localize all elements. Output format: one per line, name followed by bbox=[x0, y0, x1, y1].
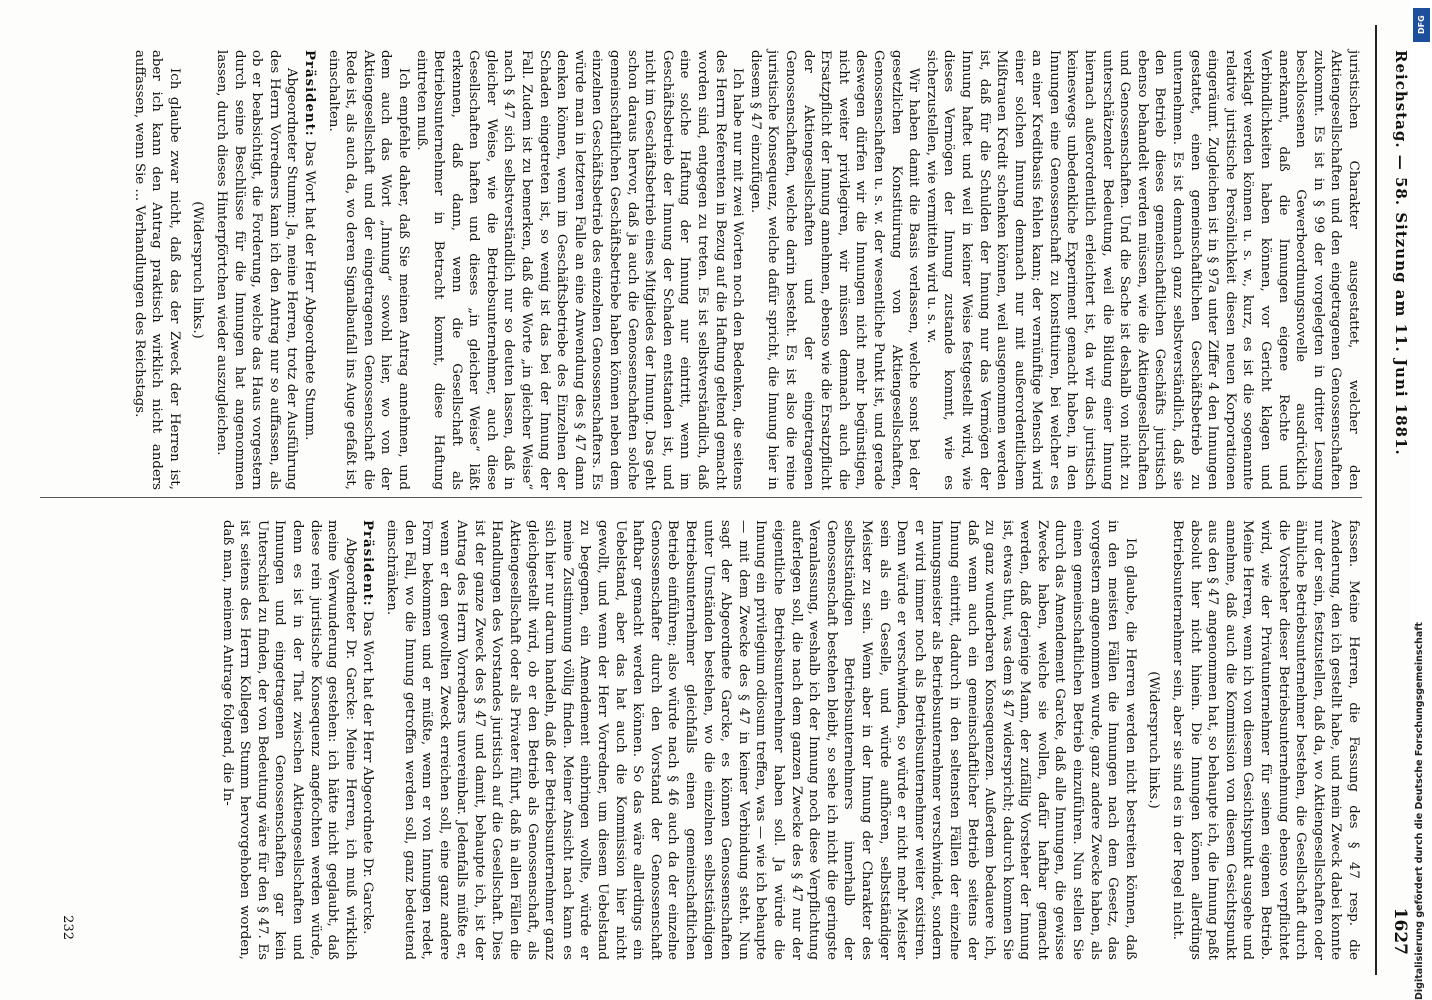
text-paragraph: Wir haben damit die Basis verlassen, welche sonst bei der gesetzlichen Konstituirung von Aktiengesellschaften, Genossenschaften u. s. w. der wesentliche Punkt ist, und gerade deswegen dürfen wir die Innungen nicht mehr begünstigen, nicht weiter privilegiren, wir müssen demnach auch die Ersatzpflicht der Innung annehmen, ebenso wie die Ersatzpflicht der Aktiengesellschaften und der eingetragenen Genossenschaften, welche darin besteht. Es ist also die reine juristische Konsequenz, welche dafür spricht, die Innung hier in diesem § 47 einzufügen. bbox=[747, 50, 922, 490]
text-paragraph: Abgeordneter Dr. Garcke: Meine Herren, ich muß wirklich meine Verwunderung gestehen: ich hätte nicht geglaubt, daß diese rein juristische Konsequenz angefochten werden würde, denn es ist in der That zwischen Aktiengesellschaften und Innungen und eingetragenen Genossenschaften gar kein Unterschied zu finden, der von Bedeutung wäre für den § 47. Es ist seitens des Herrn Kollegen Stumm hervorgehoben worden, daß man, meinem Antrage folgend, die In- bbox=[219, 520, 358, 960]
speaker-text: Das Wort hat der Herr Abgeordnete Stumm. bbox=[301, 140, 317, 441]
header-rule bbox=[1375, 25, 1377, 975]
text-paragraph: Abgeordneter Stumm: Ja, meine Herren, trotz der Ausführung des Herrn Vorredners kann ich den Antrag nur so auffassen, als ob er beabsichtigt, die Forderung, welche das Haus vorgestern durch seine Beschlüsse für die Innungen hat angenommen lassen, durch dieses Hinterpförtchen wieder auszugleichen. bbox=[214, 50, 300, 490]
text-paragraph: Ich glaube, die Herren werden nicht bestreiten können, daß in den meisten Fällen die Innungen nach dem Gesetz, das vorgestern angenommen wurde, ganz andere Zwecke haben, als einen gemeinschaftlichen Betrieb einzuführen. Nun stellen Sie durch das Amendement Garcke, daß alle Innungen, die gewisse Zwecke haben, welche sie wollen, dafür haftbar gemacht werden, daß derjenige Mann, der zufällig Vorsteher der Innung ist, etwas thut, was dem § 47 widerspricht; dadurch kommen Sie zu ganz wunderbaren Konsequenzen. Außerdem bedauere ich, daß wenn auch ein gemeinschaftlicher Betrieb seitens der Innung eintritt, dadurch in den seltensten Fällen der einzelne Innungsmeister als Betriebsunternehmer verschwindet, sondern er wird immer noch als Betriebsunternehmer weiter existiren. Denn würde er verschwinden, so würde er nicht mehr Meister sein als ein Geselle, und würde aufhören, selbstständiger Meister zu sein. Wenn aber in der Innung der Charakter des selbstständigen Betriebsunternehmers innerhalb der Genossenschaft bestehen bleibt, so sehe ich nicht die geringste Veranlassung, weshalb ich der Innung noch diese Verpflichtung auferlegen soll, die nach dem ganzen Zwecke des § 47 nur der eigentliche Betriebsunternehmer haben soll. Ja würde die Innung ein privilegium odiosum treffen, was — wie ich behaupte — mit dem Zwecke des § 47 in keiner Verbindung steht. Nun sagt der Abgeordnete Garcke, es können Genossenschaften unter Umständen bestehen, wo die einzelnen selbstständigen Betriebsunternehmer gleichfalls einen gemeinschaftlichen Betrieb einführen; also würde nach § 46 auch da der einzelne Genossenschafter durch den Vorstand der Genossenschaft haftbar gemacht werden können. So das wäre allerdings ein Uebelstand, aber das hat auch die Kommission hier nicht gewollt, und wenn der Herr Vorredner, um diesem Uebelstand zu begegnen, ein Amendement einbringen wollte, würde er meine Zustimmung völlig finden. Meiner Ansicht nach kann es sich hier nur darum handeln, daß der Betriebsunternehmer ganz gleichgestellt wird, ob er den Betrieb als Genossenschaft, als Aktiengesellschaft oder als Privater führt, daß in allen Fällen die Handlungen des Vorstandes juristisch auf die Gesellschaft. Dies ist der ganze Zweck des § 47 und damit, behaupte ich, ist der Antrag des Herrn Vorredners unvereinbar. Jedenfalls müßte er, wenn er den gewollten Zweck erreichen soll, eine ganz andere Form bekommen und er müßte, wenn er von Innungen redet, den Fall, wo die Innung getroffen werden soll, ganz bedeutend einschränken. bbox=[383, 520, 1138, 960]
speaker-paragraph bbox=[359, 520, 377, 960]
interjection: (Widerspruch links.) bbox=[190, 201, 206, 339]
running-title: Reichstag. — 58. Sitzung am 11. Juni 1881. bbox=[1392, 50, 1410, 456]
speaker-label: Präsident: bbox=[360, 520, 376, 607]
speaker-text: Das Wort hat der Herr Abgeordnete Dr. Garcke. bbox=[360, 610, 376, 935]
digitization-sidebar bbox=[1411, 0, 1432, 1000]
left-text-column bbox=[30, 50, 1362, 490]
text-paragraph: Ich glaube zwar nicht, daß das der Zweck der Herren ist, aber ich kann den Antrag praktisch wirklich nicht anders auffassen, wenn Sie ... Verhandlungen des Reichstags. bbox=[131, 50, 182, 490]
dfg-logo: DFG bbox=[1413, 8, 1430, 42]
interjection: (Widerspruch links.) bbox=[1146, 671, 1162, 809]
text-paragraph: fassen. Meine Herren, die Fassung des § 47 resp. die Aenderung, den ich gestellt habe, und mein Zweck dabei konnte nur der sein, festzustellen, daß da, wo Aktiengesellschaften oder ähnliche Betriebsunternehmer bestehen, die Gesellschaft durch die Vorsteher dieser Betriebsunternehmung ebenso verpflichtet wird, wie der Privatunternehmer für seinen eigenen Betrieb. Meine Herren, wenn ich von diesem Gesichtspunkt ausgehe und annehme, daß auch die Kommission von diesem Gesichtspunkt aus den § 47 angenommen hat, so behaupte ich, die Innung paßt absolut hier nicht hinein. Die Innungen können allerdings Betriebsunternehmer sein, aber sie sind es in der Regel nicht. bbox=[1170, 520, 1361, 960]
text-paragraph: Ich habe nur mit zwei Worten noch den Bedenken, die seitens des Herrn Referenten in Bezug auf die Haftung geltend gemacht worden sind, entgegen zu treten. Es ist selbstverständlich, daß eine solche Haftung der Innung nur eintritt, wenn im Geschäftsbetrieb der Innung der Schaden entstanden ist, und nicht im Geschäftsbetrieb eines Mitgliedes der Innung. Das geht schon daraus hervor, daß ja auch die Genossenschaften solche gemeinschaftlichen Geschäftsbetriebe haben können neben dem einzelnen Geschäftsbetrieb des einzelnen Genossenschafters. Es würde man in letzteren Falle an eine Anwendung des § 47 dann denken können, wenn im Geschäftsbetriebe des Einzelnen der Schaden eingetreten ist, so wenig ist das bei der Innung der Fall. Zudem ist zu bemerken, daß die Worte „in gleicher Weise“ nach § 47 sich selbstverständlich nur so deuten lassen, daß in gleicher Weise, wie die Betriebsunternehmer, auch diese Gesellschaften haften und dieses „in gleicher Weise“ läßt erkennen, daß dann, wenn die Gesellschaft als Betriebsunternehmer in Betracht kommt, diese Haftung eintreten muß. bbox=[413, 50, 746, 490]
text-paragraph: Ich empfehle daher, daß Sie meinen Antrag annehmen, und dem auch das Wort „Innung“ sowohl hier, wo von der Aktiengesellschaft und der eingetragenen Genossenschaft die Rede ist, als auch da, wo deren Signalbaufall ins Auge gefaßt ist, einschalten. bbox=[325, 50, 411, 490]
text-paragraph: juristischen Charakter ausgestattet, welcher den Aktiengesellschaften und den eingetragenen Genossenschaften zukommt. Es ist in § 99 der vorgelegten in dritter Lesung beschlossenen Gewerbeordnungsnovelle ausdrücklich anerkannt, daß die Innungen eigene Rechte und Verbindlichkeiten haben können, vor Gericht klagen und verklagt werden können u. s. w., kurz, es ist die sogenannte relative juristische Persönlichkeit diesen neuen Korporationen eingeräumt. Zugleichen ist in § 97a unter Ziffer 4 den Innungen gestattet, einen gemeinschaftlichen Geschäftsbetrieb zu unternehmen. Es ist demnach ganz selbstverständlich, daß sie den Betrieb dieses gemeinschaftlichen Geschäfts juristisch ebenso behandelt werden müssen, wie die Aktiengesellschaften und Genossenschaften. Und die Sache ist deshalb von nicht zu unterschätzender Bedeutung, weil die Bildung einer Innung hiernach außerordentlich erleichtert ist, da wir das juristisch keineswegs unbedenkliche Experiment gemacht haben, in den Innungen eine Genossenschaft zu konstituiren, bei welcher es an einer Kreditbasis fehlen kann; der vernünftige Mensch wird einer solchen Innung demnach nur mit außerordentlichem Mißtrauen Kredit schenken können, weil ausgenommen werden ist, daß für die Schulden der Innung nur das Vermögen der Innung haftet und weil in keiner Weise festgestellt wird, wie dieses Vermögen der Innung zustande kommt, wie es sicherzustellen, wie vermitteln wird u. s. w. bbox=[923, 50, 1361, 490]
speaker-paragraph bbox=[300, 50, 318, 490]
digitization-credit: Digitalisierung gefördert durch die Deutsche Forschungsgemeinschaft bbox=[1414, 622, 1425, 1000]
right-text-column bbox=[30, 520, 1362, 960]
column-divider bbox=[40, 497, 1362, 498]
page-number: 1627 bbox=[1390, 907, 1410, 955]
signature-mark: 232 bbox=[60, 915, 75, 940]
speaker-label: Präsident: bbox=[301, 50, 317, 137]
